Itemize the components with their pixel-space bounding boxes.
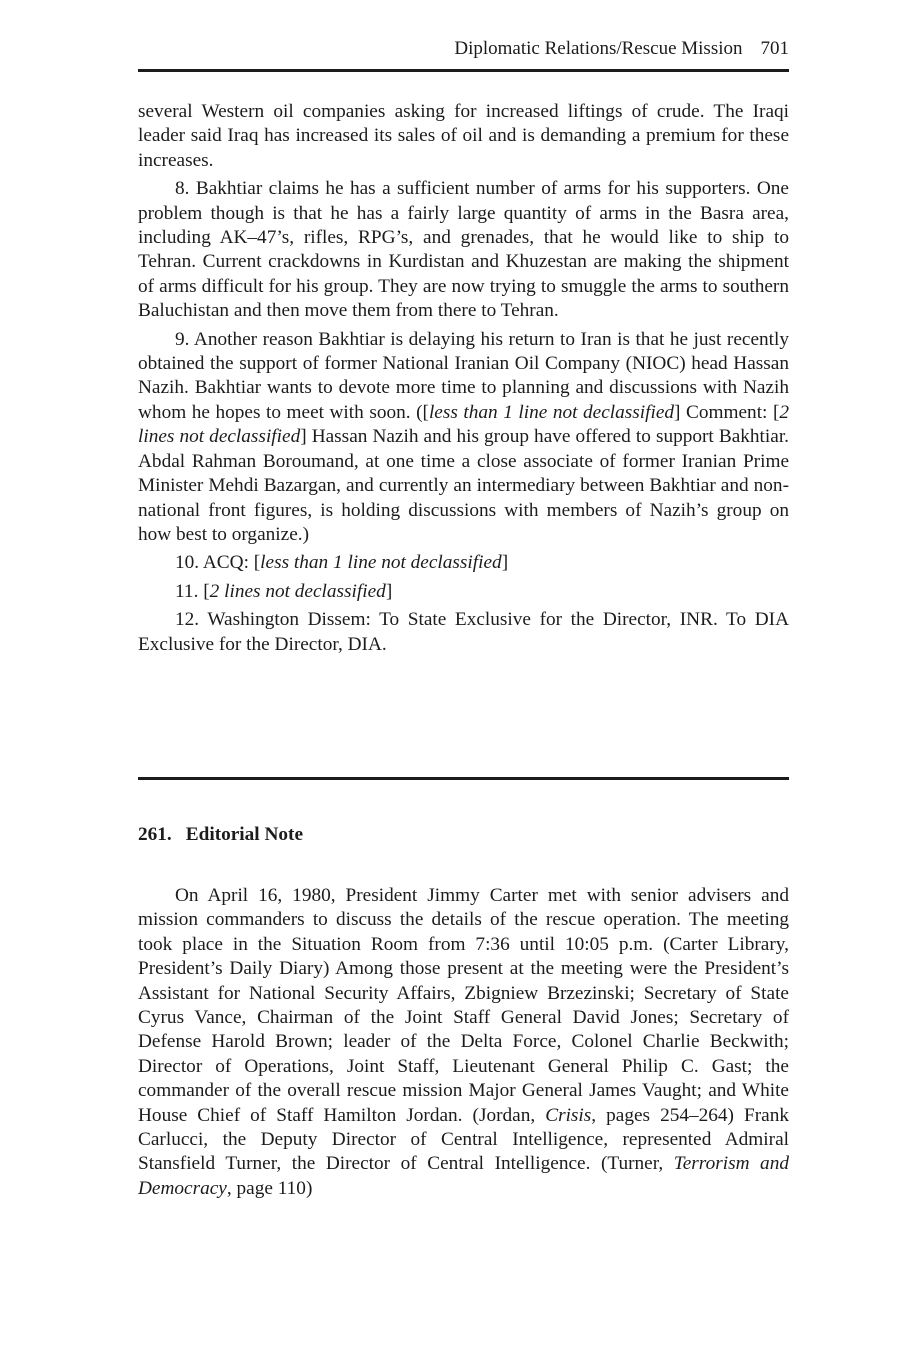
editorial-note-paragraph <box>138 884 789 1201</box>
paragraph-11 <box>138 580 789 604</box>
paragraph-8: 8. Bakhtiar claims he has a sufficient number of arms for his supporters. One problem though is that he has a fairly large quantity of arms in the Basra area, including AK–47’s, rifles, RPG’s, and grenades, that he would like to ship to Tehran. Current crackdowns in Kurdistan and Khuzestan are making the shipment of arms difficult for his group. They are now trying to smuggle the arms to southern Baluchistan and then move them from there to Tehran. <box>138 178 789 322</box>
citation-title: Terrorism and Democracy <box>138 1153 789 1199</box>
paragraph-9-text-3: ] Hassan Nazih and his group have offered to support Bakhtiar. Abdal Rahman Boroumand, at one time a close associate of former Iranian Prime Minister Mehdi Bazargan, and currently an intermediary between Bakhtiar and non-national front figures, is holding discussions with members of Nazih’s group on how best to organize.) <box>138 426 789 545</box>
paragraph-10-text-2: ] <box>501 552 509 574</box>
running-title: Diplomatic Relations/Rescue Mission <box>454 38 743 59</box>
paragraph-12: 12. Washington Dissem: To State Exclusive for the Director, INR. To DIA Exclusive for the Director, DIA. <box>138 609 789 655</box>
redaction-note: less than 1 line not declassified <box>260 552 502 574</box>
redaction-note: less than 1 line not declassified <box>428 401 675 423</box>
paragraph-10-text-1: 10. ACQ: [ <box>175 552 261 574</box>
paragraph-11-text-2: ] <box>385 580 393 602</box>
paragraph-9-text-2: ] Comment: [ <box>674 401 780 423</box>
paragraph-9 <box>138 328 789 548</box>
note-text-1: On April 16, 1980, President Jimmy Carter met with senior advisers and mission commanders to discuss the details of the rescue operation. The meeting took place in the Situation Room from 7:36 until 10:05 p.m. (Carter Library, President’s Daily Diary) Among those present at the meeting were the President’s Assistant for National Security Affairs, Zbigniew Brzezinski; Secretary of State Cyrus Vance, Chairman of the Joint Staff General David Jones; Secretary of Defense Harold Brown; leader of the Delta Force, Colonel Charlie Beckwith; Director of Operations, Joint Staff, Lieutenant General Philip C. Gast; the commander of the overall rescue mission Major General James Vaught; and White House Chief of Staff Hamilton Jordan. (Jordan, <box>138 885 789 1126</box>
header-rule <box>138 69 789 72</box>
redaction-note: 2 lines not declassified <box>138 401 790 448</box>
note-text-3: , page 110) <box>226 1177 313 1199</box>
running-header <box>454 36 789 62</box>
paragraph-9-text-1: 9. Another reason Bakhtiar is delaying his return to Iran is that he just recently obtained the support of former National Iranian Oil Company (NIOC) head Hassan Nazih. Bakhtiar wants to devote more time to planning and discussions with Nazih whom he hopes to meet with soon. ([ <box>138 328 789 423</box>
section-divider <box>138 777 789 780</box>
section-title: Editorial Note <box>185 824 304 845</box>
page-number: 701 <box>760 38 789 59</box>
paragraph-11-text-1: 11. [ <box>175 580 210 602</box>
document-body <box>138 100 789 661</box>
editorial-note-body <box>138 884 789 1205</box>
redaction-note: 2 lines not declassified <box>209 580 386 602</box>
note-text-2: , pages 254–264) Frank Carlucci, the Deputy Director of Central Intelligence, represented Admiral Stansfield Turner, the Director of Central Intelligence. (Turner, <box>138 1104 789 1175</box>
paragraph-10 <box>138 551 789 575</box>
section-number: 261. <box>138 824 172 845</box>
section-heading <box>138 822 303 848</box>
paragraph-continued: several Western oil companies asking for increased liftings of crude. The Iraqi leader said Iraq has increased its sales of oil and is demanding a premium for these increases. <box>138 101 789 171</box>
citation-title: Crisis <box>545 1104 592 1126</box>
